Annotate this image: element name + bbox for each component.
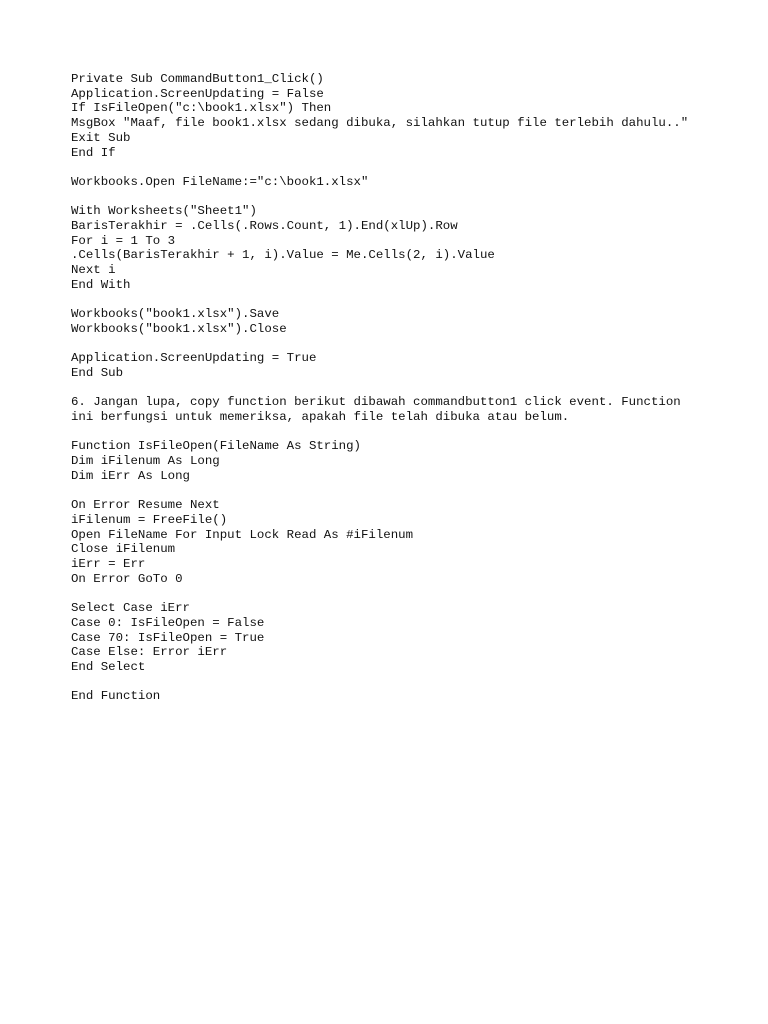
code-line: End Select [71,660,146,674]
paragraph-line: ini berfungsi untuk memeriksa, apakah file telah dibuka atau belum. [71,410,570,425]
code-line: Workbooks("book1.xlsx").Save [71,307,280,322]
code-block [71,307,731,336]
code-line: MsgBox "Maaf, file book1.xlsx sedang dibuka, silahkan tutup file terlebih dahulu.." [71,116,689,131]
code-line: Function IsFileOpen(FileName As String) [71,439,361,454]
code-block [71,204,731,292]
code-line: End If [71,145,116,160]
code-line: End Sub [71,366,124,380]
code-block [71,72,731,160]
code-line: Workbooks.Open FileName:="c:\book1.xlsx" [71,174,369,189]
code-line: Case 70: IsFileOpen = True [71,630,265,645]
code-line: Application.ScreenUpdating = True [71,351,317,366]
code-line: On Error Resume Next [71,498,220,513]
code-line: Case Else: Error iErr [71,645,228,660]
code-line: Case 0: IsFileOpen = False [71,615,265,630]
code-line: iFilenum = FreeFile() [71,512,228,527]
code-line: End With [71,277,131,292]
code-block [71,689,731,704]
code-block [71,351,731,380]
code-block [71,498,731,586]
code-line: Close iFilenum [71,542,176,557]
code-line: Application.ScreenUpdating = False [71,86,324,101]
paragraph-line: 6. Jangan lupa, copy function berikut dibawah commandbutton1 click event. Function [71,395,681,410]
code-line: If IsFileOpen("c:\book1.xlsx") Then [71,101,332,116]
code-line: iErr = Err [71,557,146,572]
document-content [71,72,731,719]
code-line: BarisTerakhir = .Cells(.Rows.Count, 1).End(xlUp).Row [71,219,458,233]
code-block [71,175,731,190]
code-line: On Error GoTo 0 [71,571,183,586]
code-line: End Function [71,689,161,704]
code-line: Private Sub CommandButton1_Click() [71,72,324,86]
code-line: Select Case iErr [71,601,190,616]
code-block [71,439,731,483]
code-line: Open FileName For Input Lock Read As #iFilenum [71,527,414,542]
code-line: With Worksheets("Sheet1") [71,204,257,219]
code-line: Workbooks("book1.xlsx").Close [71,321,287,336]
code-block [71,601,731,675]
code-line: .Cells(BarisTerakhir + 1, i).Value = Me.Cells(2, i).Value [71,248,495,263]
code-line: Exit Sub [71,130,131,145]
code-line: Next i [71,263,116,278]
code-line: Dim iFilenum As Long [71,454,220,469]
instruction-paragraph [71,395,731,424]
code-line: For i = 1 To 3 [71,233,176,248]
code-line: Dim iErr As Long [71,468,190,483]
